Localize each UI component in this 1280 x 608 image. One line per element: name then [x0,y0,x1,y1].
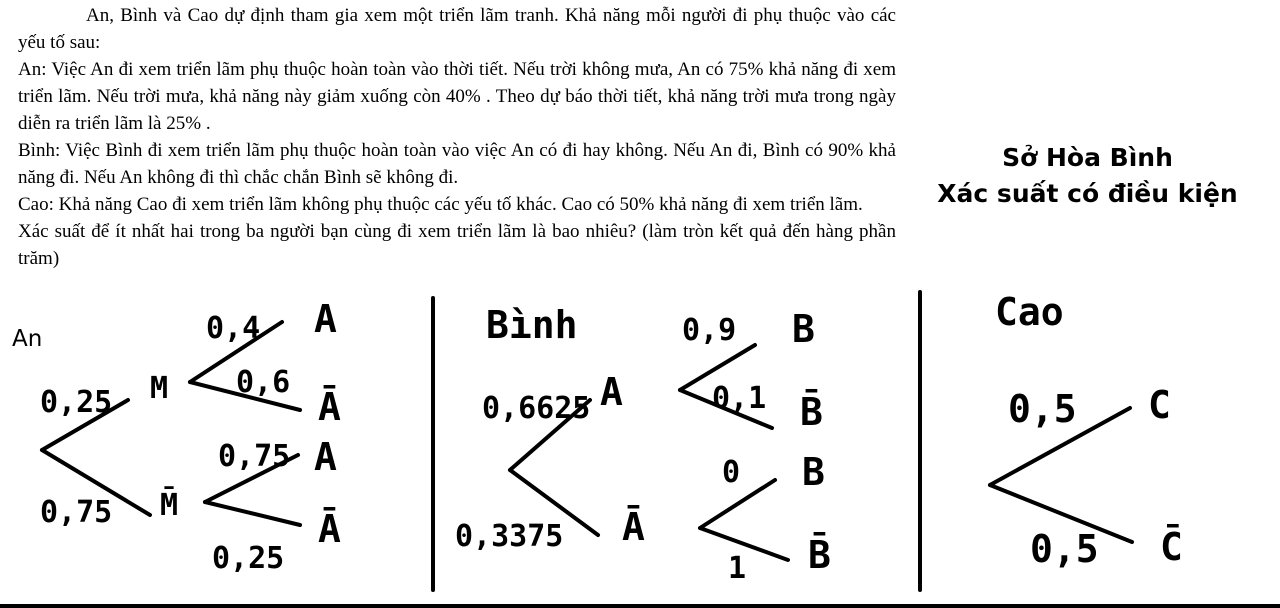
binh-node-a: A [600,370,623,414]
binh-nota-go-label: B [802,450,825,494]
title-line-2: Xác suất có điều kiện [937,179,1238,208]
an-rain-nogo-label: Ā [318,385,341,429]
problem-binh: Bình: Việc Bình đi xem triển lãm phụ thuộc hoàn toàn vào việc An có đi hay không. Nếu An đi, Bình có 90% khả năng đi. Nếu An không đi thì chắc chắn Bình sẽ không đi. [18,140,896,188]
binh-nota-go: 0 [722,455,741,490]
title-line-1: Sở Hòa Bình [1002,143,1173,172]
binh-nota-nogo: 1 [728,551,747,586]
tree-binh [455,303,831,586]
problem-question: Xác suất để ít nhất hai trong ba người bạn cùng đi xem triển lãm là bao nhiêu? (làm tròn kết quả đến hàng phần trăm) [18,221,896,269]
binh-a-nogo-label: B̄ [800,390,823,434]
problem-an: An: Việc An đi xem triển lãm phụ thuộc hoàn toàn vào thời tiết. Nếu trời không mưa, An có 75% khả năng đi xem triển lãm. Nếu trời mưa, khả năng này giảm xuống còn 40% . Theo dự báo thời tiết, khả năng trời mưa trong ngày diễn ra triển lãm là 25% . [18,59,896,134]
tree-cao [990,290,1183,571]
bottom-border [0,604,1280,608]
an-rain-go-label: A [314,297,337,341]
tree-an [40,297,341,576]
cao-p-go: 0,5 [1008,387,1077,431]
an-norain-nogo-label: Ā [318,507,341,551]
cao-go-label: C [1148,383,1171,427]
binh-a-go: 0,9 [682,313,737,348]
an-rain-nogo: 0,6 [236,365,291,400]
an-label: An [12,326,43,352]
an-p-rain: 0,25 [40,385,113,420]
an-node-norain: M̄ [160,488,179,523]
problem-intro: An, Bình và Cao dự định tham gia xem một triển lãm tranh. Khả năng mỗi người đi phụ thuộc vào các yếu tố sau: [18,5,896,53]
title-box [935,140,1240,212]
binh-p-a: 0,6625 [482,391,591,426]
binh-node-nota: Ā [622,505,645,549]
an-p-norain: 0,75 [40,495,113,530]
cao-nogo-label: C̄ [1160,525,1183,569]
an-norain-go-label: A [314,435,337,479]
an-rain-go: 0,4 [206,311,261,346]
problem-text [18,2,896,272]
binh-a-go-label: B [792,307,815,351]
binh-a-nogo: 0,1 [712,381,767,416]
an-norain-nogo: 0,25 [212,541,285,576]
handwritten-trees [0,290,1280,608]
binh-label: Bình [486,303,578,347]
an-norain-go: 0,75 [218,439,291,474]
problem-cao: Cao: Khả năng Cao đi xem triển lãm không phụ thuộc các yếu tố khác. Cao có 50% khả năng đi xem triển lãm. [18,194,863,215]
cao-label: Cao [995,290,1064,334]
an-node-rain: M [150,371,169,406]
binh-p-nota: 0,3375 [455,519,564,554]
binh-nota-nogo-label: B̄ [808,533,831,577]
branch-norain-nogo [205,502,300,525]
cao-p-nogo: 0,5 [1030,527,1099,571]
